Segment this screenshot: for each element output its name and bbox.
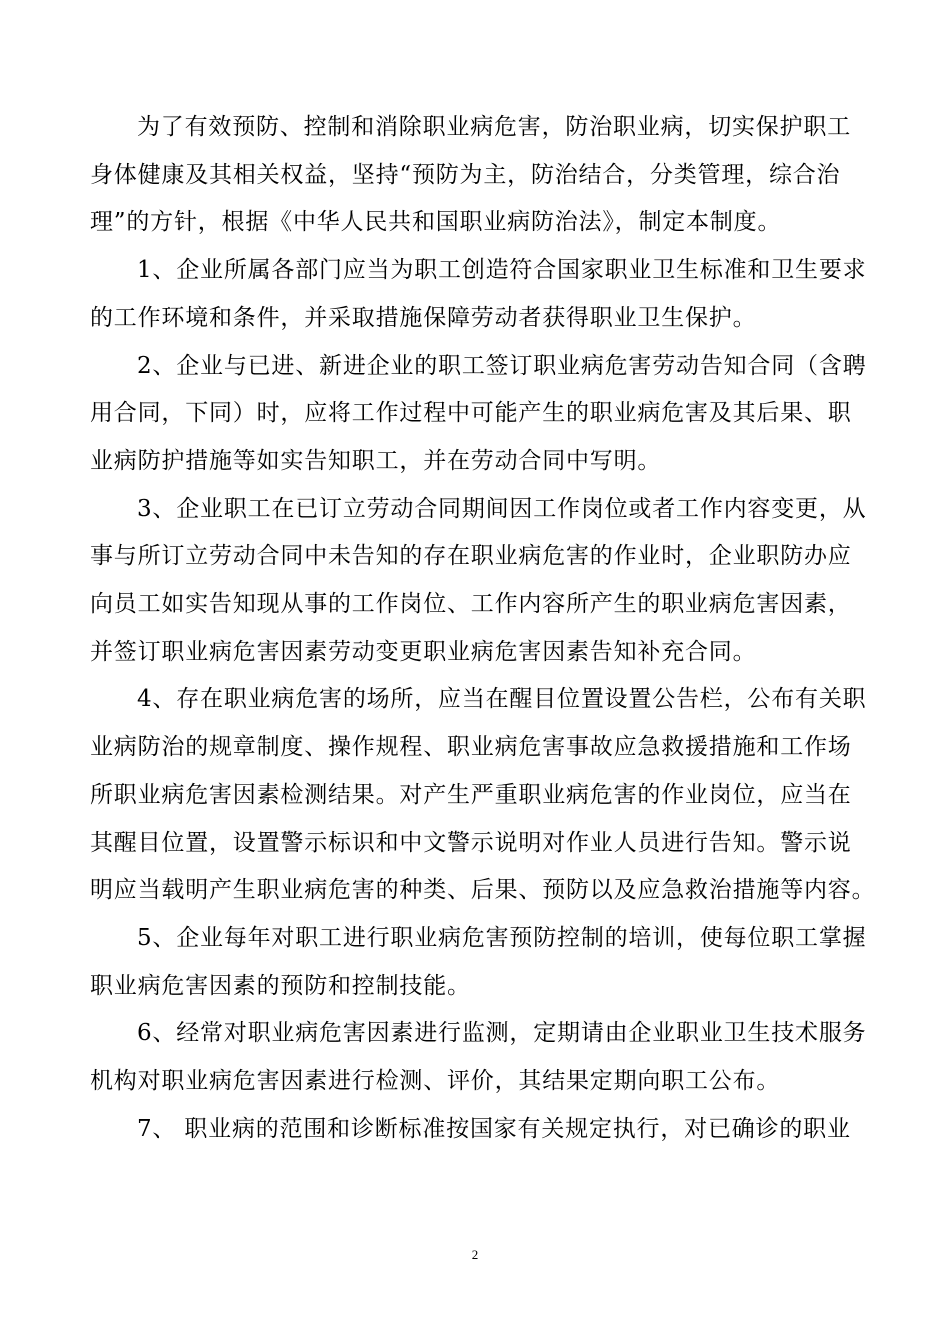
text-line: 职业病危害因素的预防和控制技能。 [90,972,471,999]
text-line: 6、经常对职业病危害因素进行监测，定期请由企业职业卫生技术服务 [137,1020,867,1047]
text-line: 2、企业与已进、新进企业的职工签订职业病危害劳动告知合同（含聘 [137,352,867,379]
paragraph-item-4 [90,676,890,915]
text-line: 身体健康及其相关权益，坚持“预防为主，防治结合，分类管理，综合治 [90,161,841,188]
text-line: 3、企业职工在已订立劳动合同期间因工作岗位或者工作内容变更，从 [137,495,867,522]
page-number: 2 [471,1247,479,1262]
paragraph-item-2 [90,343,890,486]
paragraph-item-1 [90,247,890,342]
text-line: 其醒目位置，设置警示标识和中文警示说明对作业人员进行告知。警示说 [90,829,852,856]
text-line: 向员工如实告知现从事的工作岗位、工作内容所产生的职业病危害因素， [90,591,852,618]
paragraph-intro [90,104,890,247]
text-line: 5、企业每年对职工进行职业病危害预防控制的培训，使每位职工掌握 [137,924,867,951]
text-line: 4、存在职业病危害的场所，应当在醒目位置设置公告栏，公布有关职 [137,686,867,713]
document-body [90,104,890,1153]
text-line: 的工作环境和条件，并采取措施保障劳动者获得职业卫生保护。 [90,304,757,331]
paragraph-item-7 [90,1106,890,1154]
text-line: 明应当载明产生职业病危害的种类、后果、预防以及应急救治措施等内容。 [90,877,876,904]
text-line: 业病防护措施等如实告知职工，并在劳动合同中写明。 [90,447,662,474]
text-line: 业病防治的规章制度、操作规程、职业病危害事故应急救援措施和工作场 [90,734,852,761]
text-line: 事与所订立劳动合同中未告知的存在职业病危害的作业时，企业职防办应 [90,543,852,570]
text-line: 7、 职业病的范围和诊断标准按国家有关规定执行，对已确诊的职业 [137,1115,851,1142]
text-line: 理”的方针，根据《中华人民共和国职业病防治法》，制定本制度。 [90,209,782,236]
text-line: 机构对职业病危害因素进行检测、评价，其结果定期向职工公布。 [90,1068,781,1095]
text-line: 用合同，下同）时，应将工作过程中可能产生的职业病危害及其后果、职 [90,400,852,427]
text-line: 1、企业所属各部门应当为职工创造符合国家职业卫生标准和卫生要求 [137,257,867,284]
text-line: 并签订职业病危害因素劳动变更职业病危害因素告知补充合同。 [90,638,757,665]
text-line: 为了有效预防、控制和消除职业病危害，防治职业病，切实保护职工 [137,114,851,140]
paragraph-item-5 [90,915,890,1010]
paragraph-item-6 [90,1010,890,1105]
paragraph-item-3 [90,486,890,677]
text-line: 所职业病危害因素检测结果。对产生严重职业病危害的作业岗位，应当在 [90,781,852,808]
